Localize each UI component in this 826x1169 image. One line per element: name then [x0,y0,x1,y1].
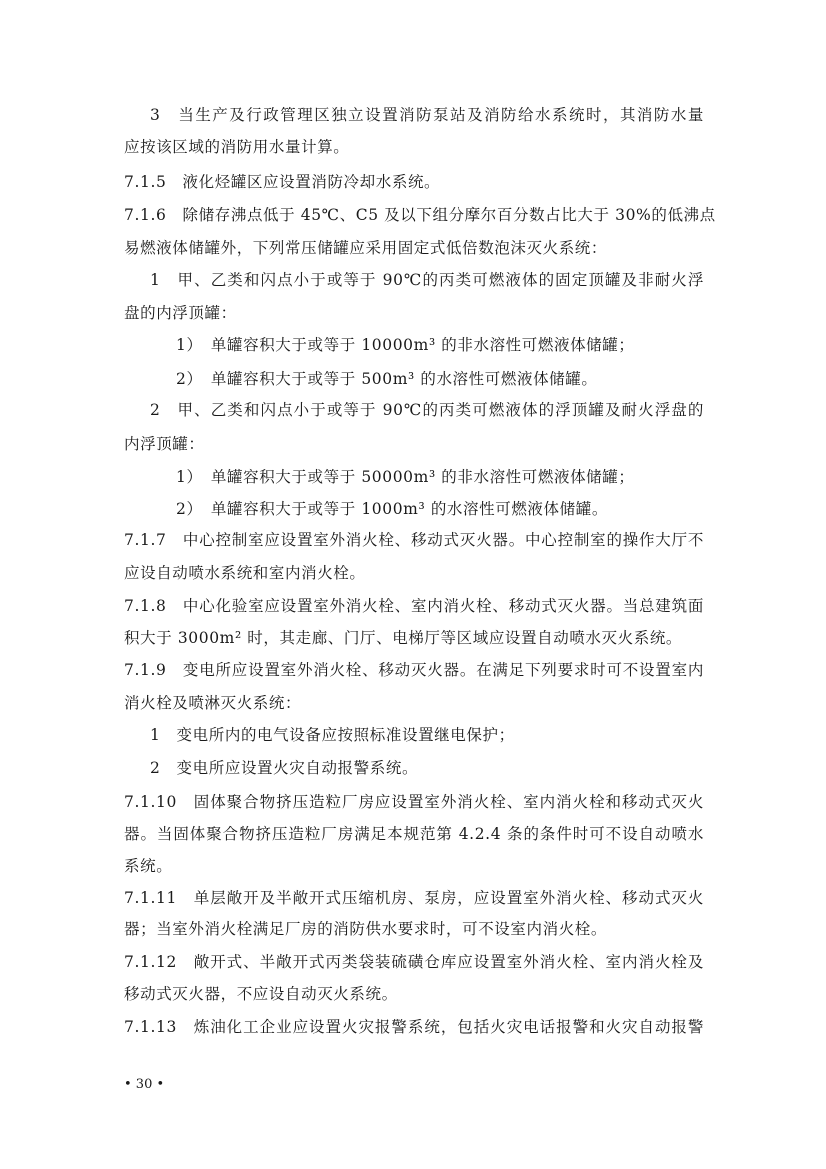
text-line: 7.1.7 中心控制室应设置室外消火栓、移动式灭火器。中心控制室的操作大厅不 [124,531,704,549]
text-line: 2 甲、乙类和闪点小于或等于 90℃的丙类可燃液体的浮顶罐及耐火浮盘的 [150,401,704,419]
text-line: 2 变电所应设置火灾自动报警系统。 [150,759,419,777]
text-line: 1） 单罐容积大于或等于 50000m³ 的非水溶性可燃液体储罐； [176,468,635,486]
text-line: 易燃液体储罐外，下列常压储罐应采用固定式低倍数泡沫灭火系统： [124,239,608,257]
text-line: 应按该区域的消防用水量计算。 [124,138,350,156]
text-line: 移动式灭火器，不应设自动灭火系统。 [124,985,398,1003]
text-line: 系统。 [124,857,173,875]
text-line: 2） 单罐容积大于或等于 500m³ 的水溶性可燃液体储罐。 [176,370,598,388]
text-line: 2） 单罐容积大于或等于 1000m³ 的水溶性可燃液体储罐。 [176,500,608,518]
text-line: 7.1.8 中心化验室应设置室外消火栓、室内消火栓、移动式灭火器。当总建筑面 [124,597,704,615]
text-line: 应设自动喷水系统和室内消火栓。 [124,564,366,582]
text-line: 7.1.6 除储存沸点低于 45℃、C5 及以下组分摩尔百分数占比大于 30%的低沸点 [124,206,716,224]
text-line: 7.1.11 单层敞开及半敞开式压缩机房、泵房，应设置室外消火栓、移动式灭火 [124,889,704,907]
page-number: • 30 • [124,1077,165,1092]
text-line: 内浮顶罐： [124,435,205,453]
text-line: 盘的内浮顶罐： [124,304,237,322]
text-line: 7.1.12 敞开式、半敞开式丙类袋装硫磺仓库应设置室外消火栓、室内消火栓及 [124,953,704,971]
text-line: 1） 单罐容积大于或等于 10000m³ 的非水溶性可燃液体储罐； [176,336,635,354]
text-line: 1 甲、乙类和闪点小于或等于 90℃的丙类可燃液体的固定顶罐及非耐火浮 [150,271,704,289]
text-line: 3 当生产及行政管理区独立设置消防泵站及消防给水系统时，其消防水量 [150,106,704,124]
text-line: 7.1.10 固体聚合物挤压造粒厂房应设置室外消火栓、室内消火栓和移动式灭火 [124,793,704,811]
text-line: 积大于 3000m² 时，其走廊、门厅、电梯厅等区域应设置自动喷水灭火系统。 [124,629,683,647]
text-line: 1 变电所内的电气设备应按照标准设置继电保护； [150,726,515,744]
text-line: 7.1.5 液化烃罐区应设置消防冷却水系统。 [124,173,441,191]
text-line: 器；当室外消火栓满足厂房的消防供水要求时，可不设室内消火栓。 [124,920,608,938]
text-line: 7.1.13 炼油化工企业应设置火灾报警系统，包括火灾电话报警和火灾自动报警 [124,1018,704,1036]
text-line: 7.1.9 变电所应设置室外消火栓、移动灭火器。在满足下列要求时可不设置室内 [124,661,704,679]
text-line: 器。当固体聚合物挤压造粒厂房满足本规范第 4.2.4 条的条件时可不设自动喷水 [124,825,704,843]
text-line: 消火栓及喷淋灭火系统： [124,694,302,712]
